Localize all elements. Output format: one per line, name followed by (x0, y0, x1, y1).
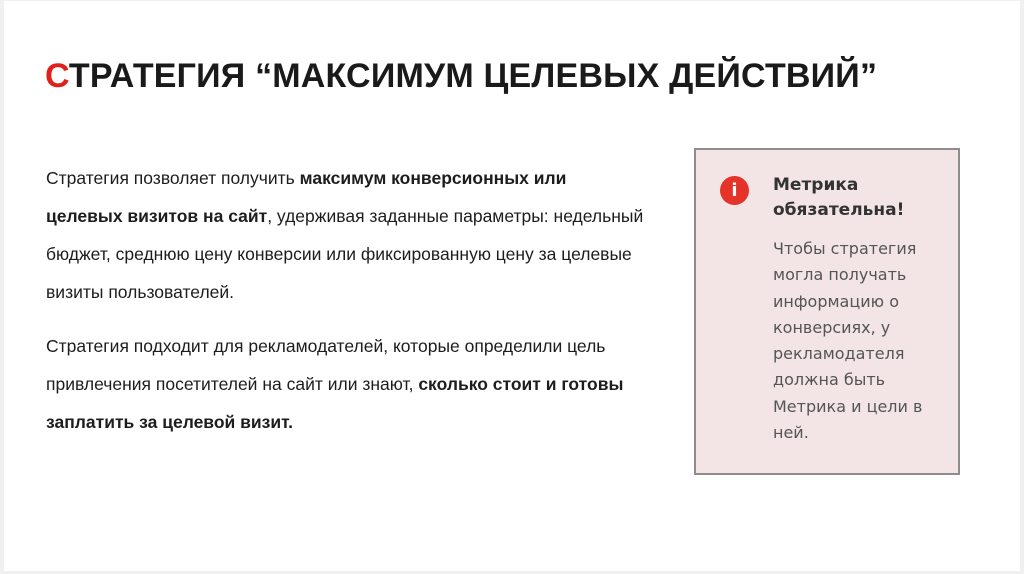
paragraph-description (46, 159, 646, 311)
paragraph-description-text-1: Стратегия позволяет получить (46, 168, 300, 188)
page-title (45, 57, 877, 96)
title-accent-letter: С (45, 57, 69, 95)
paragraph-description-text-2: , удерживая заданные параметры: недельный бюджет, среднюю цену конверсии или фиксированную цену за целевые визиты пользователей. (46, 206, 644, 302)
paragraph-audience-bold: сколько стоит и готовы заплатить за целевой визит. (46, 374, 624, 432)
note-heading: Метрика обязательна! (773, 175, 905, 220)
title-text: ТРАТЕГИЯ “МАКСИМУМ ЦЕЛЕВЫХ ДЕЙСТВИЙ” (68, 57, 878, 95)
paragraph-audience (46, 327, 646, 441)
metrica-note-box (694, 148, 960, 475)
paragraph-audience-text: Стратегия подходит для рекламодателей, которые определили цель привлечения посетителей на сайт или знают, (46, 336, 606, 394)
slide (4, 1, 1020, 571)
note-text: Чтобы стратегия могла получать информацию о конверсиях, у рекламодателя должна быть Метрика и цели в ней. (773, 239, 923, 443)
paragraph-description-bold: максимум конверсионных или целевых визитов на сайт (46, 168, 567, 226)
body-text (46, 159, 646, 441)
exclamation-icon: i (720, 176, 749, 205)
